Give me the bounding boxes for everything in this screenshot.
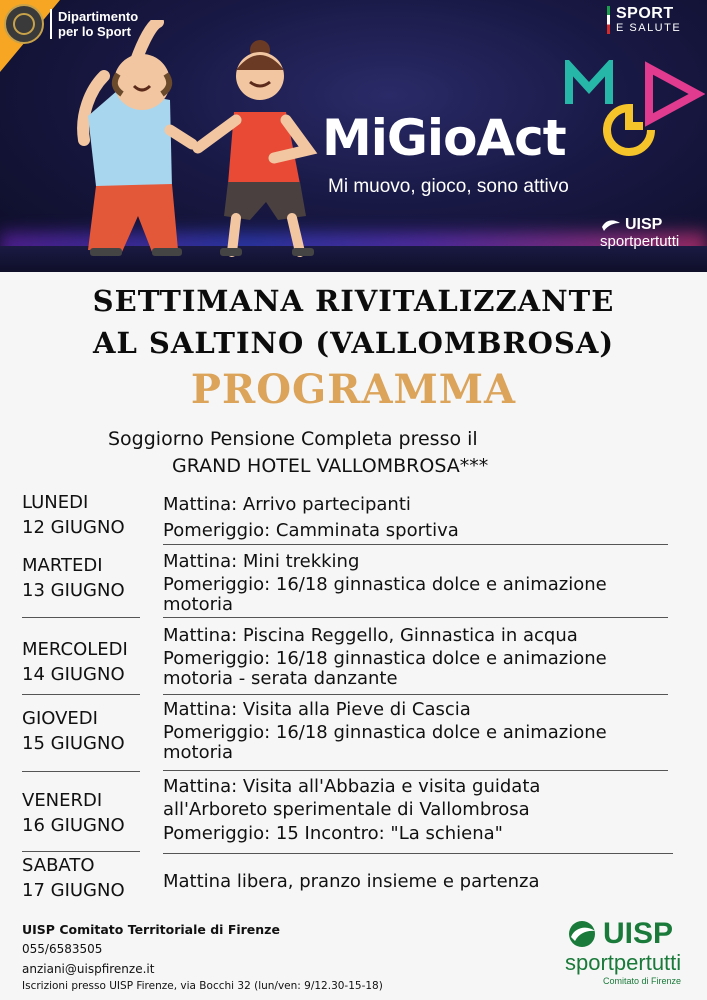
divider [163, 770, 668, 771]
day-label-saturday: SABATO 17 GIUGNO [22, 855, 125, 901]
activities-monday: Mattina: Arrivo partecipanti Pomeriggio: Camminata sportiva [163, 494, 459, 541]
footer-organization: UISP Comitato Territoriale di Firenze [22, 922, 280, 937]
header-banner [0, 0, 707, 272]
intro-line-1: Soggiorno Pensione Completa presso il [108, 428, 478, 450]
divider [163, 853, 673, 854]
uisp-swoosh-icon [565, 919, 599, 949]
republic-seal-icon [4, 4, 44, 44]
title-line-1: SETTIMANA RIVITALIZZANTE [92, 284, 615, 318]
italian-flag-icon [607, 6, 610, 34]
sport-salute-line-1: SPORT [616, 5, 674, 22]
sport-salute-logo [607, 6, 681, 35]
divider [22, 617, 140, 618]
uisp-banner-logo [600, 217, 679, 251]
uisp-footer-name: UISP [603, 917, 674, 950]
activities-tuesday: Mattina: Mini trekking Pomeriggio: 16/18 ginnastica dolce e animazione motoria [163, 551, 607, 615]
uisp-footer-committee: Comitato di Firenze [603, 976, 682, 986]
footer-phone: 055/6583505 [22, 942, 103, 956]
uisp-banner-slogan: sportpertutti [600, 233, 680, 250]
day-label-thursday: GIOVEDI 15 GIUGNO [22, 708, 125, 754]
footer-registration: Iscrizioni presso UISP Firenze, via Bocchi 32 (lun/ven: 9/12.30-15-18) [22, 980, 383, 992]
sport-salute-line-2: E SALUTE [616, 22, 682, 34]
exercising-seniors-illustration [60, 20, 330, 262]
divider [22, 851, 140, 852]
title-line-2: AL SALTINO (VALLOMBROSA) [92, 326, 615, 360]
footer-email: anziani@uispfirenze.it [22, 962, 155, 976]
divider [163, 694, 668, 695]
uisp-footer-slogan: sportpertutti [565, 950, 682, 975]
project-title: MiGioAct [322, 109, 566, 167]
activities-friday: Mattina: Visita all'Abbazia e visita guidata all'Arboreto sperimentale di Vallombrosa Pomeriggio: 15 Incontro: "La schiena" [163, 776, 541, 844]
divider [163, 544, 668, 545]
uisp-banner-name: UISP [625, 216, 663, 233]
activities-wednesday: Mattina: Piscina Reggello, Ginnastica in acqua Pomeriggio: 16/18 ginnastica dolce e animazione motoria - serata danzante [163, 625, 607, 689]
ministry-line-2: per lo Sport [58, 24, 131, 39]
migioact-shapes-icon [565, 60, 705, 160]
uisp-footer-logo [565, 918, 681, 986]
divider [22, 771, 140, 772]
divider [163, 617, 668, 618]
day-label-wednesday: MERCOLEDI 14 GIUGNO [22, 639, 128, 685]
activities-saturday: Mattina libera, pranzo insieme e partenza [163, 871, 540, 892]
ministry-line-1: Dipartimento [58, 9, 139, 24]
day-label-monday: LUNEDI 12 GIUGNO [22, 492, 125, 538]
divider [22, 694, 140, 695]
day-label-friday: VENERDI 16 GIUGNO [22, 790, 125, 836]
project-tagline: Mi muovo, gioco, sono attivo [328, 176, 569, 197]
program-heading: PROGRAMMA [190, 366, 517, 413]
intro-line-2: GRAND HOTEL VALLOMBROSA*** [172, 455, 489, 477]
uisp-swoosh-icon [600, 217, 622, 233]
day-label-tuesday: MARTEDI 13 GIUGNO [22, 555, 125, 601]
activities-thursday: Mattina: Visita alla Pieve di Cascia Pomeriggio: 16/18 ginnastica dolce e animazione motoria [163, 699, 607, 763]
